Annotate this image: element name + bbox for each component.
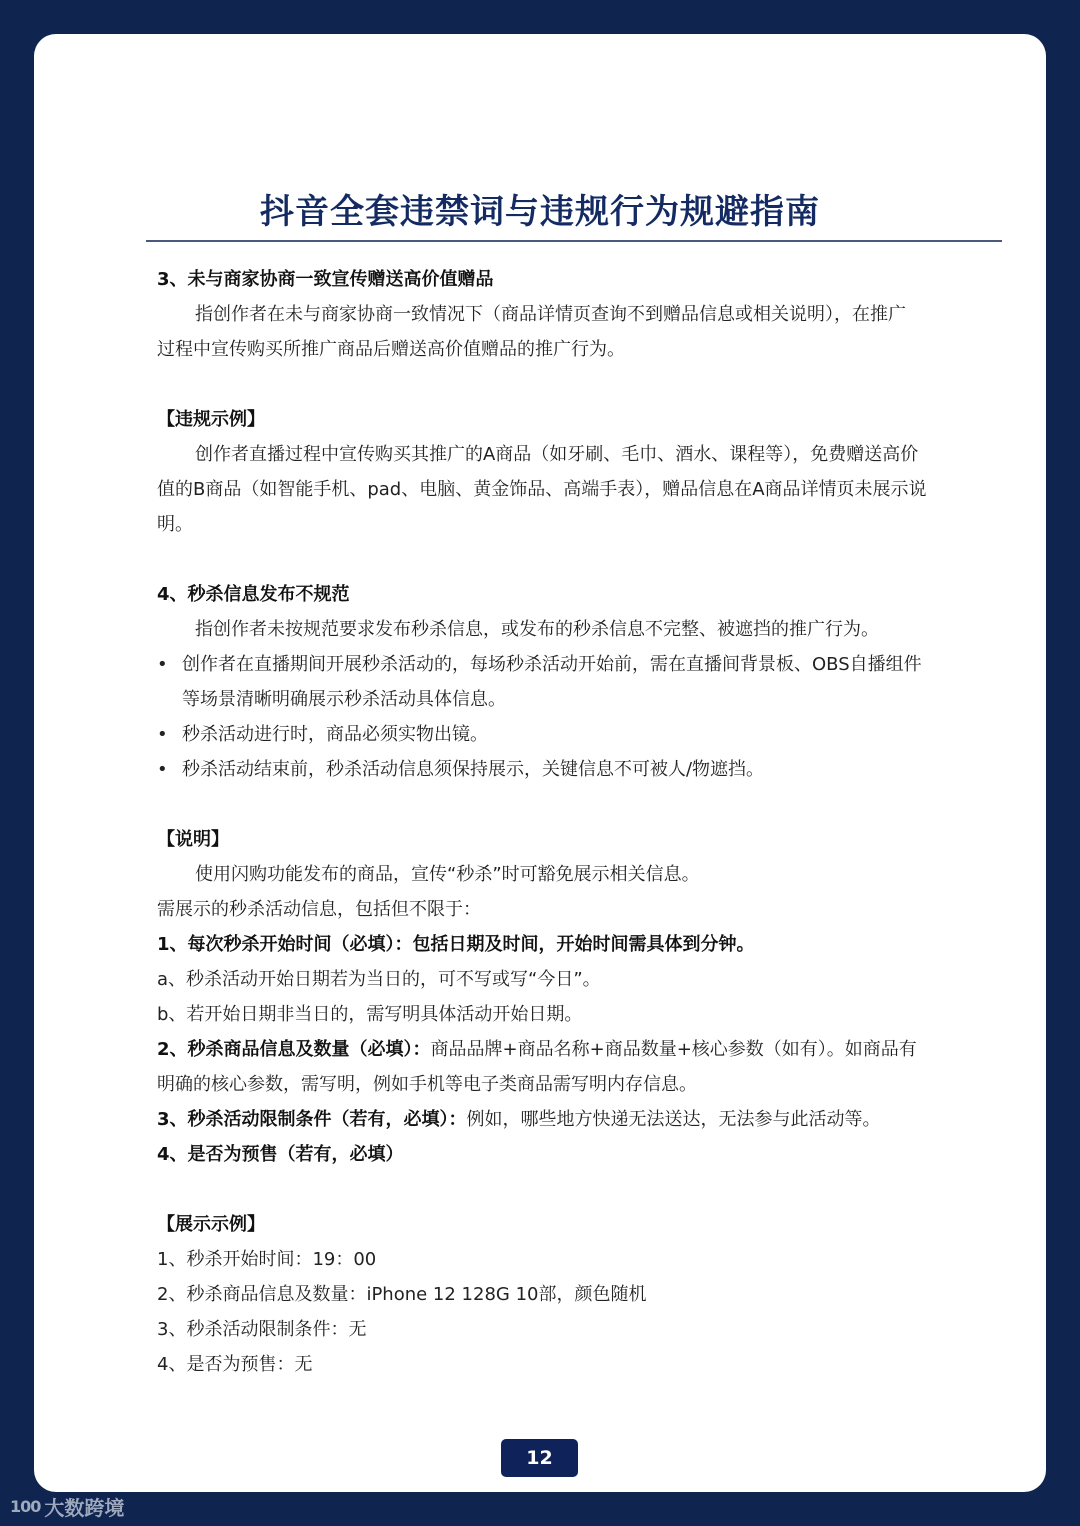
display-example-label: 【展示示例】 xyxy=(157,1214,265,1235)
violation-example-line-2: 值的B商品（如智能手机、pad、电脑、黄金饰品、高端手表），赠品信息在A商品详情页未展示说 xyxy=(157,479,927,500)
required-item-3 xyxy=(157,1102,997,1137)
page-title: 抖音全套违禁词与违规行为规避指南 xyxy=(260,192,820,232)
watermark-text: 大数跨境 xyxy=(44,1496,125,1520)
violation-example-label: 【违规示例】 xyxy=(157,409,265,430)
required-item-1a: a、秒杀活动开始日期若为当日的，可不写或写“今日”。 xyxy=(157,969,601,990)
display-example-item: 1、秒杀开始时间：19：00 xyxy=(157,1249,377,1270)
section3-desc-line-1: 指创作者在未与商家协商一致情况下（商品详情页查询不到赠品信息或相关说明），在推广 xyxy=(195,304,906,325)
page-content xyxy=(157,262,997,1382)
required-item-2-text: 商品品牌+商品名称+商品数量+核心参数（如有）。如商品有 xyxy=(430,1039,917,1060)
violation-example-line-3: 明。 xyxy=(157,514,193,535)
required-item-4: 4、是否为预售（若有，必填） xyxy=(157,1144,404,1165)
bullet-item-continuation: 等场景清晰明确展示秒杀活动具体信息。 xyxy=(182,689,506,710)
watermark-logo-icon: 100 xyxy=(10,1497,41,1516)
page-number-badge: 12 xyxy=(501,1439,578,1477)
required-intro: 需展示的秒杀活动信息，包括但不限于： xyxy=(157,899,481,920)
display-example-item: 3、秒杀活动限制条件：无 xyxy=(157,1319,367,1340)
note-label: 【说明】 xyxy=(157,829,229,850)
section3-desc-line-2: 过程中宣传购买所推广商品后赠送高价值赠品的推广行为。 xyxy=(157,339,625,360)
section4-heading: 4、秒杀信息发布不规范 xyxy=(157,584,350,605)
required-item-3-label: 3、秒杀活动限制条件（若有，必填）： xyxy=(157,1109,467,1130)
display-example-item: 4、是否为预售：无 xyxy=(157,1354,313,1375)
required-item-2 xyxy=(157,1032,997,1067)
required-item-2-continuation: 明确的核心参数，需写明，例如手机等电子类商品需写明内存信息。 xyxy=(157,1074,697,1095)
bullet-item: • 秒杀活动进行时，商品必须实物出镜。 xyxy=(157,717,997,752)
document-page xyxy=(34,34,1046,1492)
required-item-1: 1、每次秒杀开始时间（必填）：包括日期及时间，开始时间需具体到分钟。 xyxy=(157,934,755,955)
section4-desc: 指创作者未按规范要求发布秒杀信息，或发布的秒杀信息不完整、被遮挡的推广行为。 xyxy=(195,619,879,640)
title-divider xyxy=(146,240,1002,242)
required-item-1b: b、若开始日期非当日的，需写明具体活动开始日期。 xyxy=(157,1004,583,1025)
required-item-3-text: 例如，哪些地方快递无法送达，无法参与此活动等。 xyxy=(466,1109,881,1130)
bullet-item: • 创作者在直播期间开展秒杀活动的，每场秒杀活动开始前，需在直播间背景板、OBS自播组件 xyxy=(157,647,997,682)
violation-example-line-1: 创作者直播过程中宣传购买其推广的A商品（如牙刷、毛巾、酒水、课程等），免费赠送高价 xyxy=(195,444,919,465)
bullet-item: • 秒杀活动结束前，秒杀活动信息须保持展示，关键信息不可被人/物遮挡。 xyxy=(157,752,997,787)
watermark xyxy=(10,1492,124,1521)
section3-heading: 3、未与商家协商一致宣传赠送高价值赠品 xyxy=(157,269,494,290)
note-text: 使用闪购功能发布的商品，宣传“秒杀”时可豁免展示相关信息。 xyxy=(195,864,700,885)
display-example-item: 2、秒杀商品信息及数量：iPhone 12 128G 10部，颜色随机 xyxy=(157,1284,647,1305)
required-item-2-label: 2、秒杀商品信息及数量（必填）： xyxy=(157,1039,431,1060)
